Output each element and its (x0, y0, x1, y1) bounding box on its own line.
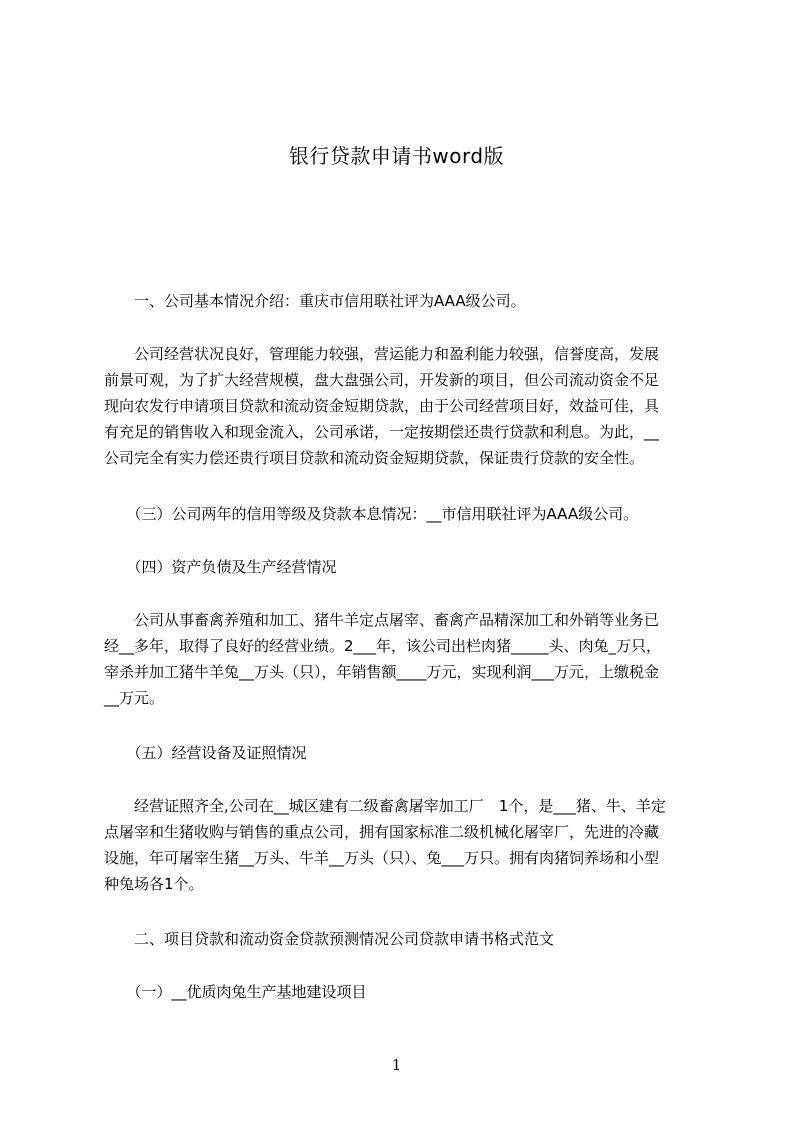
text-line: 二、项目贷款和流动资金贷款预测情况公司贷款申请书格式范文 (104, 930, 555, 948)
text-line: 现向农发行申请项目贷款和流动资金短期贷款，由于公司经营项目好，效益可佳，具 (104, 397, 660, 415)
page-number: 1 (391, 1056, 402, 1074)
text-line: 公司经营状况良好，管理能力较强，营运能力和盈利能力较强，信誉度高，发展 (104, 345, 660, 363)
heading-equipment-licenses (104, 740, 704, 766)
paragraph-company-intro (104, 288, 704, 314)
heading-rabbit-base-project (104, 979, 704, 1005)
paragraph-business-performance (104, 607, 704, 711)
paragraph-credit-rating (104, 501, 704, 527)
text-line: 经__多年，取得了良好的经营业绩。2___年，该公司出栏肉猪_____头、肉兔_万只， (104, 637, 662, 655)
text-line: 宰杀并加工猪牛羊兔__万头（只），年销售额____万元，实现利润___万元，上缴税金 (104, 663, 660, 681)
text-line: （一）__优质肉兔生产基地建设项目 (104, 983, 367, 1001)
text-line: （五）经营设备及证照情况 (104, 744, 307, 762)
text-line: 有充足的销售收入和现金流入，公司承诺，一定按期偿还贵行贷款和利息。为此，__ (104, 423, 660, 441)
paragraph-operating-status (104, 341, 704, 471)
heading-loan-forecast (104, 926, 704, 952)
text-line: __万元。 (104, 689, 165, 707)
text-line: （三）公司两年的信用等级及贷款本息情况：__市信用联社评为AAA级公司。 (104, 505, 639, 523)
text-line: （四）资产负债及生产经营情况 (104, 558, 337, 576)
paragraph-equipment-details (104, 793, 704, 897)
document-title: 银行贷款申请书word版 (288, 144, 505, 168)
text-line: 点屠宰和生猪收购与销售的重点公司，拥有国家标准二级机械化屠宰厂，先进的冷藏 (104, 823, 660, 841)
text-line: 公司完全有实力偿还贵行项目贷款和流动资金短期贷款，保证贵行贷款的安全性。 (104, 449, 645, 467)
text-line: 种兔场各1个。 (104, 875, 204, 893)
text-line: 公司从事畜禽养殖和加工、猪牛羊定点屠宰、畜禽产品精深加工和外销等业务已 (104, 611, 660, 629)
text-line: 前景可观，为了扩大经营规模，盘大盘强公司，开发新的项目，但公司流动资金不足 (104, 371, 660, 389)
text-line: 一、公司基本情况介绍：重庆市信用联社评为AAA级公司。 (104, 292, 526, 310)
text-line: 经营证照齐全,公司在__城区建有二级畜禽屠宰加工厂 1个，是___猪、牛、羊定 (104, 797, 666, 815)
text-line: 设施，年可屠宰生猪__万头、牛羊__万头（只）、兔___万只。拥有肉猪饲养场和小型 (104, 849, 660, 867)
heading-assets-liabilities (104, 554, 704, 580)
